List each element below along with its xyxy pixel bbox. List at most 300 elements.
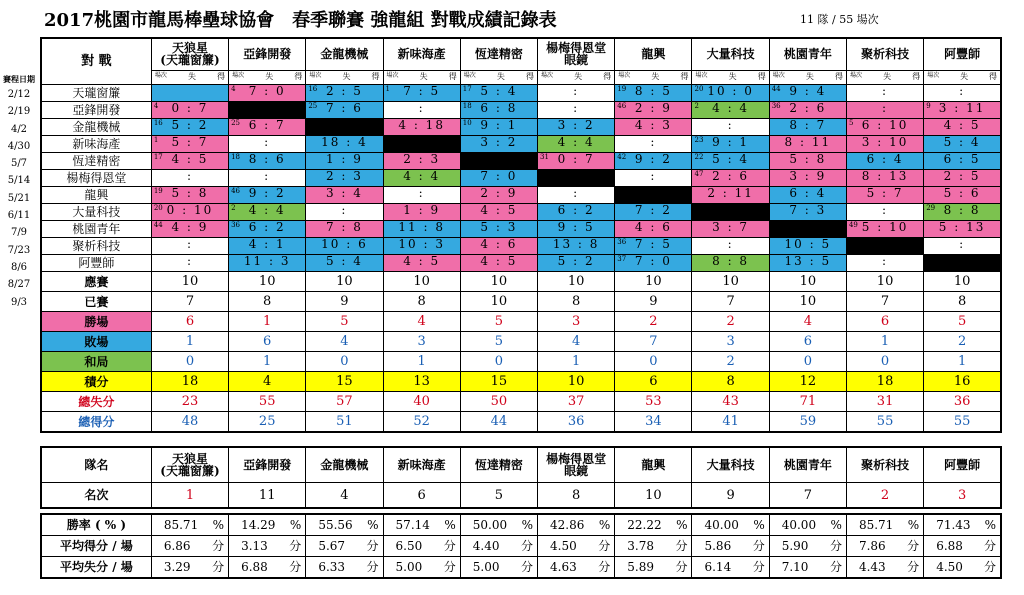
percent-value xyxy=(306,557,383,579)
match-score: 4 : 18 xyxy=(398,118,445,132)
game-label: 場次 xyxy=(618,72,631,80)
percent-value xyxy=(229,536,306,557)
match-cell xyxy=(151,119,228,136)
match-cell xyxy=(229,221,306,238)
match-cell xyxy=(769,238,846,255)
percent-unit: 分 xyxy=(829,560,842,574)
game-number: 36 xyxy=(771,102,781,110)
row-team-label: 大量科技 xyxy=(41,204,151,221)
stat-value: 1 xyxy=(846,332,923,352)
lose-label: 失 xyxy=(651,72,660,82)
match-score: 0 : 7 xyxy=(171,101,209,115)
percent-number: 85.71 xyxy=(858,518,894,532)
match-score: 6 : 5 xyxy=(943,152,981,166)
match-score: 11 : 3 xyxy=(243,254,291,268)
match-cell xyxy=(151,85,228,102)
match-cell xyxy=(924,204,1001,221)
team-header: 恆達精密 xyxy=(460,38,537,70)
stat-value: 40 xyxy=(383,392,460,412)
game-number: 20 xyxy=(694,85,704,93)
stat-value: 8 xyxy=(692,372,769,392)
percent-unit: 分 xyxy=(752,560,765,574)
percent-unit: 分 xyxy=(443,560,456,574)
match-cell xyxy=(924,136,1001,153)
match-cell xyxy=(383,119,460,136)
percent-number: 7.10 xyxy=(781,560,809,574)
percent-unit: % xyxy=(521,518,534,532)
percent-number: 5.67 xyxy=(318,539,346,553)
game-label: 場次 xyxy=(695,72,708,80)
percent-value xyxy=(538,514,615,536)
stat-value: 31 xyxy=(846,392,923,412)
stat-value: 8 xyxy=(538,292,615,312)
match-cell xyxy=(151,187,228,204)
match-score: 5 : 13 xyxy=(938,220,986,234)
schedule-date: 5/21 xyxy=(7,192,31,204)
match-cell xyxy=(460,85,537,102)
stat-value: 71 xyxy=(769,392,846,412)
match-score: 2 : 5 xyxy=(943,169,981,183)
match-score: : xyxy=(186,169,193,183)
match-cell xyxy=(229,204,306,221)
match-cell xyxy=(151,153,228,170)
percent-value xyxy=(615,536,692,557)
match-score: 3 : 2 xyxy=(557,118,595,132)
rank-team-name: 聚析科技 xyxy=(846,447,923,483)
match-cell xyxy=(538,221,615,238)
match-cell xyxy=(615,238,692,255)
match-score: 7 : 2 xyxy=(634,203,672,217)
percent-number: 4.50 xyxy=(936,560,963,574)
game-label: 場次 xyxy=(849,72,862,80)
match-score: 5 : 4 xyxy=(325,254,363,268)
match-cell xyxy=(306,119,383,136)
rank-value: 6 xyxy=(383,483,460,509)
match-cell xyxy=(924,153,1001,170)
percent-value xyxy=(924,514,1001,536)
percent-number: 40.00 xyxy=(781,518,817,532)
row-team-label: 新味海產 xyxy=(41,136,151,153)
percent-number: 50.00 xyxy=(472,518,508,532)
match-cell xyxy=(460,221,537,238)
match-cell xyxy=(538,187,615,204)
match-score: 8 : 6 xyxy=(248,152,286,166)
match-cell xyxy=(692,119,769,136)
row-team-label: 龍興 xyxy=(41,187,151,204)
match-cell xyxy=(924,85,1001,102)
match-cell xyxy=(306,153,383,170)
percent-number: 6.88 xyxy=(241,560,268,574)
game-number: 16 xyxy=(308,85,318,93)
match-score: 7 : 5 xyxy=(634,237,672,251)
game-number: 37 xyxy=(617,255,627,263)
game-label: 場次 xyxy=(463,72,476,80)
percent-number: 85.71 xyxy=(163,518,199,532)
match-cell xyxy=(769,204,846,221)
percent-number: 4.50 xyxy=(550,539,577,553)
schedule-date: 5/14 xyxy=(7,175,31,187)
stat-value: 9 xyxy=(615,292,692,312)
match-cell xyxy=(460,153,537,170)
match-score: 6 : 4 xyxy=(866,152,904,166)
rank-table xyxy=(40,446,1002,509)
sub-header xyxy=(769,70,846,84)
stat-value: 55 xyxy=(846,412,923,433)
stat-value: 10 xyxy=(769,272,846,292)
game-number: 36 xyxy=(231,221,240,229)
stat-value: 10 xyxy=(538,272,615,292)
stat-label: 和局 xyxy=(41,352,151,372)
stat-value: 1 xyxy=(383,352,460,372)
win-label: 得 xyxy=(217,72,226,82)
lose-label: 失 xyxy=(187,72,196,82)
match-score: : xyxy=(418,101,425,115)
stat-value: 1 xyxy=(229,352,306,372)
game-number: 19 xyxy=(617,85,627,93)
match-cell xyxy=(769,85,846,102)
stat-value: 23 xyxy=(151,392,228,412)
match-cell xyxy=(846,153,923,170)
lose-label: 失 xyxy=(574,72,583,82)
match-score: 8 : 8 xyxy=(712,254,750,268)
match-score: : xyxy=(882,84,889,98)
percent-unit: % xyxy=(907,518,920,532)
match-cell xyxy=(615,170,692,187)
stat-value: 48 xyxy=(151,412,228,433)
stat-value: 55 xyxy=(229,392,306,412)
match-cell xyxy=(846,85,923,102)
match-matrix xyxy=(40,37,1002,433)
stat-value: 0 xyxy=(460,352,537,372)
percent-number: 40.00 xyxy=(704,518,739,532)
stat-value: 55 xyxy=(924,412,1001,433)
rank-team-name: 天狼星 (天瓏窗簾) xyxy=(151,447,228,483)
rank-team-name: 新味海產 xyxy=(383,447,460,483)
stat-value: 51 xyxy=(306,412,383,433)
percent-value xyxy=(846,557,923,579)
percent-number: 4.43 xyxy=(858,560,886,574)
percent-value xyxy=(229,557,306,579)
match-score: 4 : 5 xyxy=(171,152,209,166)
team-header: 阿豐師 xyxy=(924,38,1001,70)
game-number: 2 xyxy=(694,102,699,110)
stat-value: 2 xyxy=(692,312,769,332)
percent-unit: 分 xyxy=(212,539,225,553)
game-number: 4 xyxy=(231,85,236,93)
match-cell xyxy=(151,238,228,255)
match-cell xyxy=(692,187,769,204)
stat-value: 10 xyxy=(460,272,537,292)
match-score: 9 : 2 xyxy=(248,186,286,200)
match-cell xyxy=(846,204,923,221)
schedule-date: 5/7 xyxy=(10,158,28,170)
match-score: 10 : 6 xyxy=(321,237,368,251)
match-cell xyxy=(383,221,460,238)
team-header: 聚析科技 xyxy=(846,38,923,70)
match-cell xyxy=(692,153,769,170)
match-score: 2 : 3 xyxy=(325,169,363,183)
match-score: 8 : 8 xyxy=(943,203,981,217)
match-cell xyxy=(383,85,460,102)
stat-value: 44 xyxy=(460,412,537,433)
lose-label: 失 xyxy=(496,72,505,82)
match-cell xyxy=(460,102,537,119)
match-score: 7 : 0 xyxy=(480,169,518,183)
match-cell xyxy=(615,119,692,136)
match-cell xyxy=(615,102,692,119)
match-score: 2 : 9 xyxy=(480,186,518,200)
match-cell xyxy=(769,255,846,272)
match-cell xyxy=(924,238,1001,255)
match-score: 4 : 5 xyxy=(943,118,981,132)
match-score: 4 : 4 xyxy=(403,169,441,183)
match-cell xyxy=(769,119,846,136)
percent-number: 6.88 xyxy=(936,539,963,553)
game-label: 場次 xyxy=(772,72,785,80)
match-score: : xyxy=(573,84,580,98)
win-label: 得 xyxy=(448,72,457,82)
match-score: 3 : 9 xyxy=(789,169,827,183)
stat-value: 53 xyxy=(615,392,692,412)
percent-value xyxy=(846,514,923,536)
stat-label: 已賽 xyxy=(41,292,151,312)
match-cell xyxy=(846,136,923,153)
match-score: 5 : 2 xyxy=(557,254,595,268)
percent-unit: 分 xyxy=(366,539,379,553)
match-cell xyxy=(692,255,769,272)
stat-value: 10 xyxy=(460,292,537,312)
percent-value xyxy=(769,514,846,536)
percent-value xyxy=(151,514,228,536)
match-score: 4 : 4 xyxy=(712,101,750,115)
game-number: 2 xyxy=(231,204,236,212)
rank-team-name: 大量科技 xyxy=(692,447,769,483)
match-score: 2 : 6 xyxy=(789,101,827,115)
match-score: 9 : 5 xyxy=(557,220,595,234)
stat-value: 8 xyxy=(924,292,1001,312)
game-number: 44 xyxy=(771,85,781,93)
game-number: 25 xyxy=(308,102,318,110)
percent-value xyxy=(229,514,306,536)
match-cell xyxy=(846,170,923,187)
team-count: 11 隊 / 55 場次 xyxy=(800,13,879,26)
percent-number: 14.29 xyxy=(241,518,276,532)
stat-value: 5 xyxy=(924,312,1001,332)
match-cell xyxy=(924,102,1001,119)
rank-value: 11 xyxy=(229,483,306,509)
rank-team-name: 亞鋒開發 xyxy=(229,447,306,483)
match-score: 8 : 11 xyxy=(784,135,832,149)
row-team-label: 楊梅得恩堂 xyxy=(41,170,151,187)
stat-label: 應賽 xyxy=(41,272,151,292)
schedule-header: 賽程日期 xyxy=(3,74,35,84)
stat-value: 4 xyxy=(306,332,383,352)
rank-team-name: 金龍機械 xyxy=(306,447,383,483)
percent-number: 71.43 xyxy=(936,518,971,532)
percent-number: 6.33 xyxy=(318,560,346,574)
percent-unit: 分 xyxy=(212,560,225,574)
match-score: 4 : 6 xyxy=(480,237,518,251)
match-cell xyxy=(769,102,846,119)
percent-unit: 分 xyxy=(289,560,302,574)
stat-value: 8 xyxy=(383,292,460,312)
match-score: 4 : 5 xyxy=(480,203,518,217)
percent-table xyxy=(40,513,1002,579)
stat-value: 6 xyxy=(846,312,923,332)
percent-unit: 分 xyxy=(675,560,688,574)
match-score: 7 : 5 xyxy=(403,84,441,98)
match-cell xyxy=(383,255,460,272)
stat-label: 總失分 xyxy=(41,392,151,412)
team-header: 新味海產 xyxy=(383,38,460,70)
stat-value: 4 xyxy=(538,332,615,352)
percent-value xyxy=(846,536,923,557)
percent-number: 5.86 xyxy=(704,539,732,553)
match-cell xyxy=(924,119,1001,136)
match-score: : xyxy=(573,186,580,200)
stat-value: 7 xyxy=(692,292,769,312)
win-label: 得 xyxy=(988,72,997,82)
stat-value: 6 xyxy=(615,372,692,392)
percent-unit: 分 xyxy=(829,539,842,553)
sub-header xyxy=(460,70,537,84)
percent-value xyxy=(692,536,769,557)
match-score: 0 : 10 xyxy=(166,203,214,217)
match-cell xyxy=(692,170,769,187)
game-number: 29 xyxy=(926,204,936,212)
stat-value: 9 xyxy=(306,292,383,312)
game-number: 1 xyxy=(385,85,391,93)
corner-label: 對 戰 xyxy=(41,38,151,85)
match-cell xyxy=(692,204,769,221)
match-score: 5 : 4 xyxy=(480,84,518,98)
match-cell xyxy=(151,255,228,272)
stat-value: 1 xyxy=(229,312,306,332)
percent-value xyxy=(306,514,383,536)
game-number: 31 xyxy=(540,153,549,161)
match-score: 0 : 7 xyxy=(557,152,595,166)
game-number: 46 xyxy=(617,102,627,110)
win-label: 得 xyxy=(603,72,612,82)
match-cell xyxy=(383,136,460,153)
stat-value: 3 xyxy=(692,332,769,352)
team-header: 天狼星 (天瓏窗簾) xyxy=(151,38,228,70)
rank-team-name: 桃園青年 xyxy=(769,447,846,483)
match-cell xyxy=(460,136,537,153)
stat-value: 10 xyxy=(151,272,228,292)
stat-value: 4 xyxy=(229,372,306,392)
match-cell xyxy=(924,221,1001,238)
match-score: 9 : 2 xyxy=(634,152,672,166)
lose-label: 失 xyxy=(265,72,274,82)
stat-value: 2 xyxy=(924,332,1001,352)
percent-value xyxy=(692,557,769,579)
stat-value: 10 xyxy=(846,272,923,292)
match-cell xyxy=(229,153,306,170)
stat-value: 5 xyxy=(460,312,537,332)
match-cell xyxy=(306,187,383,204)
match-score: : xyxy=(882,254,889,268)
match-score: 4 : 9 xyxy=(171,220,209,234)
match-cell xyxy=(769,170,846,187)
match-cell xyxy=(383,238,460,255)
stat-value: 10 xyxy=(769,292,846,312)
stat-value: 6 xyxy=(229,332,306,352)
stat-value: 15 xyxy=(306,372,383,392)
match-score: 10 : 3 xyxy=(398,237,445,251)
match-cell xyxy=(460,238,537,255)
sub-header xyxy=(615,70,692,84)
match-score: : xyxy=(341,203,348,217)
percent-unit: % xyxy=(984,518,996,532)
game-number: 20 xyxy=(153,204,163,212)
match-score: 7 : 0 xyxy=(634,254,672,268)
match-score: 2 : 9 xyxy=(634,101,672,115)
stat-value: 7 xyxy=(151,292,228,312)
rank-value: 2 xyxy=(846,483,923,509)
stat-value: 1 xyxy=(151,332,228,352)
schedule-date: 4/2 xyxy=(10,123,28,135)
match-score: : xyxy=(418,186,425,200)
sub-header xyxy=(306,70,383,84)
game-label: 場次 xyxy=(309,72,322,80)
stat-value: 6 xyxy=(769,332,846,352)
match-cell xyxy=(538,119,615,136)
match-cell xyxy=(846,187,923,204)
match-cell xyxy=(151,102,228,119)
sub-header xyxy=(383,70,460,84)
rank-team-name: 阿豐師 xyxy=(924,447,1001,483)
percent-number: 5.90 xyxy=(781,539,809,553)
match-score: 3 : 10 xyxy=(861,135,909,149)
match-cell xyxy=(924,255,1001,272)
stat-value: 3 xyxy=(538,312,615,332)
match-cell xyxy=(151,170,228,187)
stat-value: 5 xyxy=(460,332,537,352)
lose-label: 失 xyxy=(342,72,351,82)
stat-value: 15 xyxy=(460,372,537,392)
match-score: 3 : 11 xyxy=(938,101,986,115)
row-team-label: 金龍機械 xyxy=(41,119,151,136)
stat-value: 4 xyxy=(383,312,460,332)
match-score: 8 : 13 xyxy=(861,169,909,183)
sub-header xyxy=(151,70,228,84)
match-cell xyxy=(924,170,1001,187)
game-number: 5 xyxy=(848,119,854,127)
match-score: 1 : 9 xyxy=(325,152,363,166)
percent-value xyxy=(769,536,846,557)
rank-value: 9 xyxy=(692,483,769,509)
game-number: 25 xyxy=(231,119,240,127)
match-cell xyxy=(383,187,460,204)
stat-value: 52 xyxy=(383,412,460,433)
stat-value: 4 xyxy=(769,312,846,332)
win-label: 得 xyxy=(526,72,535,82)
percent-number: 5.89 xyxy=(627,560,654,574)
percent-number: 3.78 xyxy=(627,539,654,553)
team-header: 桃園青年 xyxy=(769,38,846,70)
match-cell xyxy=(460,187,537,204)
rank-value: 5 xyxy=(460,483,537,509)
stat-value: 10 xyxy=(538,372,615,392)
match-score: 5 : 8 xyxy=(171,186,209,200)
stat-value: 10 xyxy=(229,272,306,292)
game-number: 4 xyxy=(153,102,159,110)
match-score: : xyxy=(959,84,966,98)
percent-unit: % xyxy=(444,518,456,532)
game-number: 1 xyxy=(153,136,159,144)
match-score: 2 : 6 xyxy=(712,169,750,183)
